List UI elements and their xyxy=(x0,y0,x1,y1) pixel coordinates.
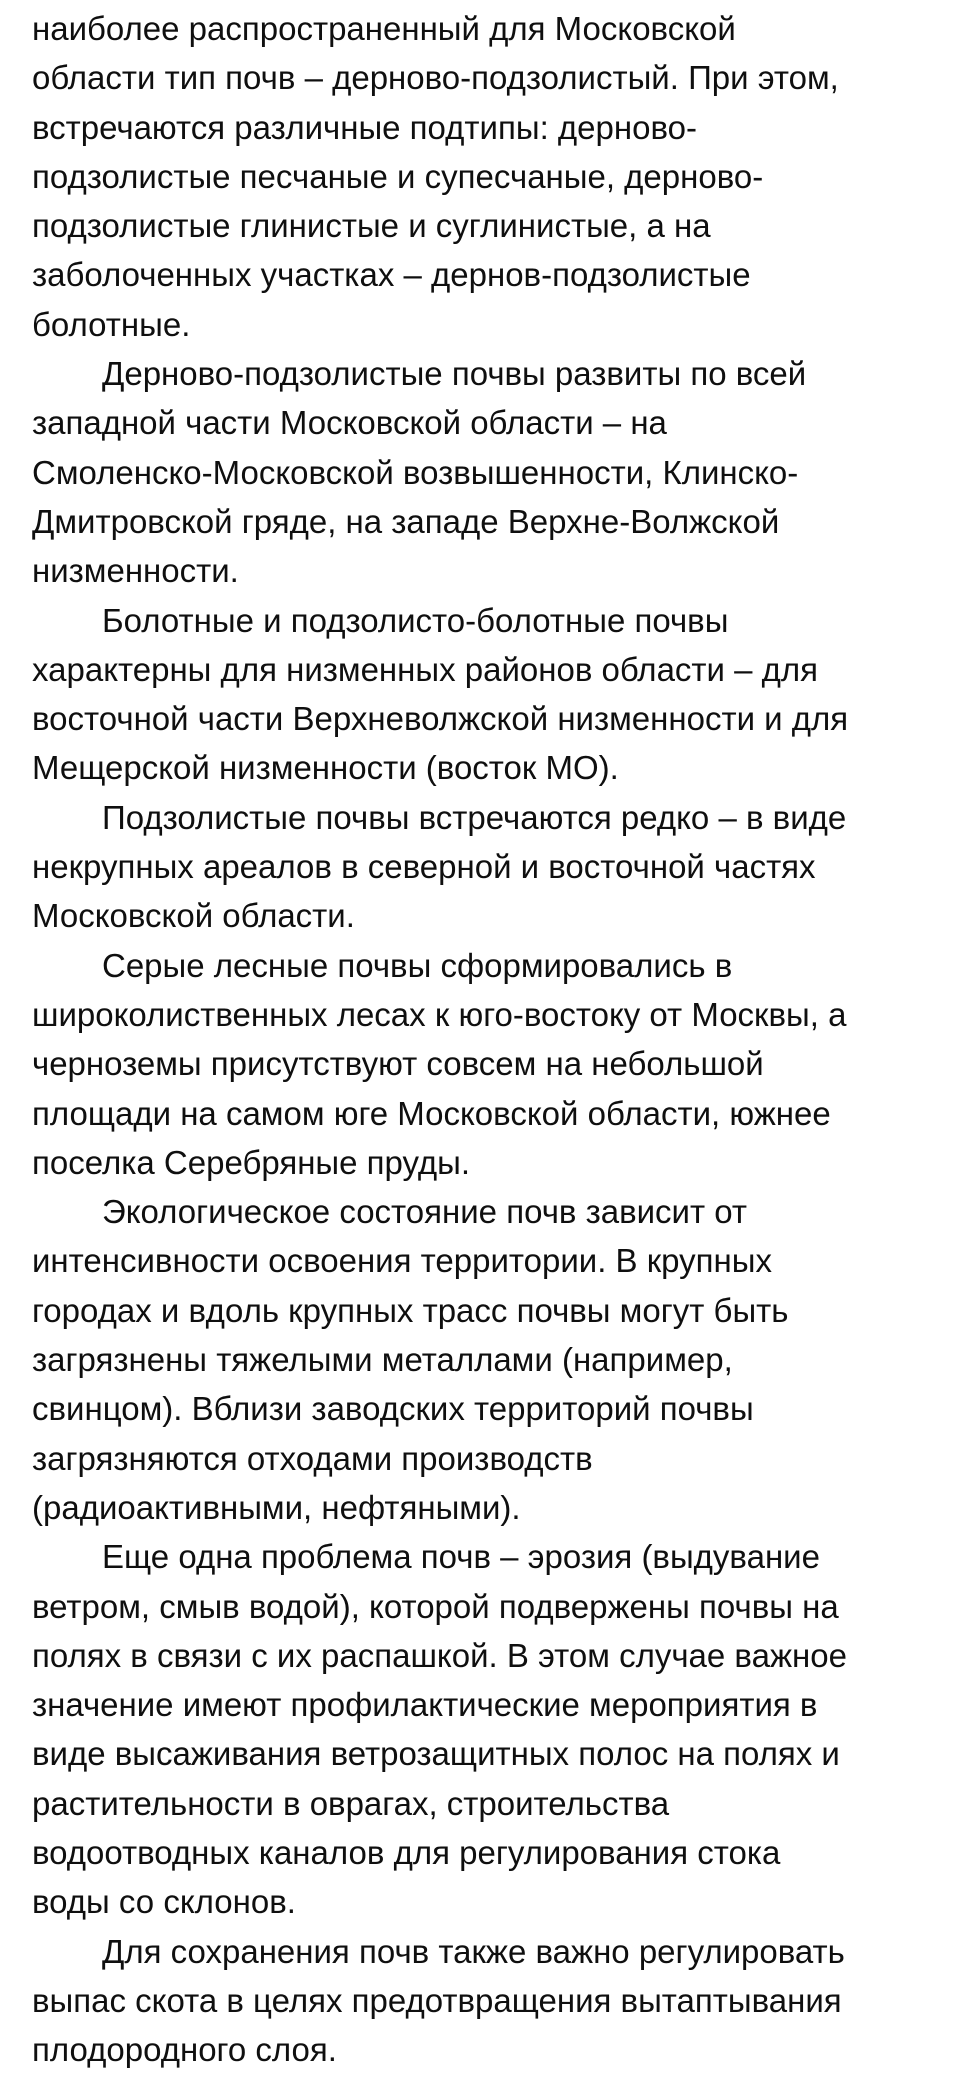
paragraph-5 xyxy=(32,941,947,1187)
paragraph-line: болотные. xyxy=(32,305,191,343)
paragraph-line: Дерново-подзолистые почвы развиты по всей xyxy=(102,355,807,393)
paragraph-8 xyxy=(32,1927,947,2074)
paragraph-line: значение имеют профилактические мероприятия в xyxy=(32,1686,818,1724)
paragraph-line: Болотные и подзолисто-болотные почвы xyxy=(102,601,729,639)
paragraph-line: плодородного слоя. xyxy=(32,2031,337,2069)
paragraph-line: низменности. xyxy=(32,552,239,590)
paragraph-line: выпас скота в целях предотвращения вытаптывания xyxy=(32,1981,842,2019)
paragraph-line: полях в связи с их распашкой. В этом случае важное xyxy=(32,1636,847,1674)
paragraph-7 xyxy=(32,1532,947,1926)
paragraph-line: области тип почв – дерново-подзолистый. При этом, xyxy=(32,59,839,97)
paragraph-line: загрязнены тяжелыми металлами (например, xyxy=(32,1341,733,1379)
paragraph-line: Серые лесные почвы сформировались в xyxy=(102,946,733,984)
paragraph-line: Дмитровской гряде, на западе Верхне-Волжской xyxy=(32,502,780,540)
paragraph-line: Для сохранения почв также важно регулировать xyxy=(102,1932,845,1970)
paragraph-line: интенсивности освоения территории. В крупных xyxy=(32,1242,772,1280)
paragraph-line: городах и вдоль крупных трасс почвы могут быть xyxy=(32,1291,789,1329)
paragraph-line: свинцом). Вблизи заводских территорий почвы xyxy=(32,1390,754,1428)
paragraph-1 xyxy=(32,4,947,349)
paragraph-line: Экологическое состояние почв зависит от xyxy=(102,1193,747,1231)
paragraph-line: заболоченных участках – дернов-подзолистые xyxy=(32,256,751,294)
paragraph-line: характерны для низменных районов области – для xyxy=(32,650,819,688)
paragraph-line: загрязняются отходами производств xyxy=(32,1439,593,1477)
paragraph-4 xyxy=(32,793,947,941)
paragraph-line: некрупных ареалов в северной и восточной частях xyxy=(32,848,816,886)
paragraph-line: растительности в оврагах, строительства xyxy=(32,1784,670,1822)
paragraph-line: поселка Серебряные пруды. xyxy=(32,1143,471,1181)
paragraph-line: Подзолистые почвы встречаются редко – в виде xyxy=(102,798,847,836)
paragraph-line: наиболее распространенный для Московской xyxy=(32,10,736,47)
paragraph-3 xyxy=(32,596,947,793)
paragraph-line: встречаются различные подтипы: дерново- xyxy=(32,108,697,146)
paragraph-line: черноземы присутствуют совсем на небольшой xyxy=(32,1045,764,1083)
paragraph-line: Московской области. xyxy=(32,897,355,935)
paragraph-line: ветром, смыв водой), которой подвержены почвы на xyxy=(32,1587,839,1625)
paragraph-line: восточной части Верхневолжской низменности и для xyxy=(32,700,849,738)
paragraph-line: виде высаживания ветрозащитных полос на полях и xyxy=(32,1735,840,1773)
paragraph-line: широколиственных лесах к юго-востоку от Москвы, а xyxy=(32,995,847,1033)
paragraph-line: Мещерской низменности (восток МО). xyxy=(32,749,619,787)
document-body xyxy=(32,4,947,2074)
paragraph-line: Еще одна проблема почв – эрозия (выдувание xyxy=(102,1538,820,1576)
paragraph-2 xyxy=(32,349,947,595)
paragraph-line: подзолистые глинистые и суглинистые, а на xyxy=(32,207,711,245)
paragraph-line: воды со склонов. xyxy=(32,1883,296,1921)
paragraph-line: водоотводных каналов для регулирования стока xyxy=(32,1833,781,1871)
paragraph-line: Смоленско-Московской возвышенности, Клинско- xyxy=(32,453,799,491)
paragraph-line: (радиоактивными, нефтяными). xyxy=(32,1488,521,1526)
paragraph-line: подзолистые песчаные и супесчаные, дерново- xyxy=(32,157,764,195)
paragraph-line: западной части Московской области – на xyxy=(32,404,667,442)
paragraph-line: площади на самом юге Московской области, южнее xyxy=(32,1094,831,1132)
paragraph-6 xyxy=(32,1187,947,1532)
